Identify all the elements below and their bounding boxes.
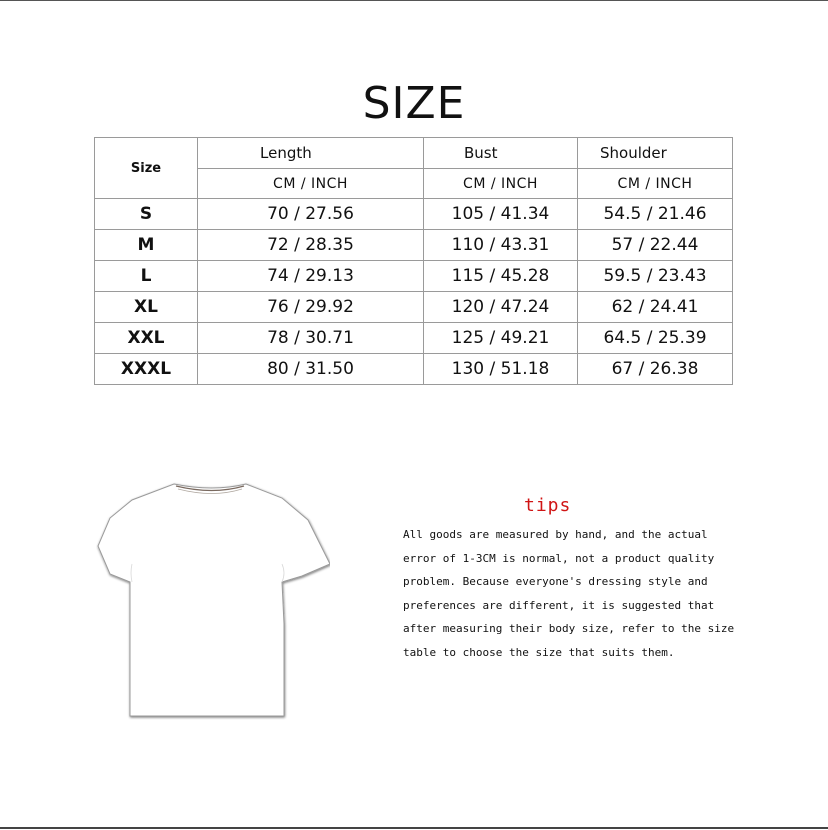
table-row [95, 199, 733, 230]
table-row [95, 261, 733, 292]
tshirt-icon [96, 478, 330, 720]
size-cell: XXL [95, 323, 198, 354]
shoulder-cell: 67 / 26.38 [578, 354, 733, 385]
table-row [95, 292, 733, 323]
length-cell: 74 / 29.13 [198, 261, 424, 292]
bottom-border-line [0, 827, 828, 829]
bust-cell: 125 / 49.21 [424, 323, 578, 354]
bust-unit: CM / INCH [424, 169, 578, 199]
tips-line: problem. Because everyone's dressing style and [403, 575, 708, 588]
table-header-row [95, 138, 733, 169]
bust-cell: 110 / 43.31 [424, 230, 578, 261]
shoulder-unit: CM / INCH [578, 169, 733, 199]
tips-line: preferences are different, it is suggested that [403, 598, 715, 612]
bust-cell: 120 / 47.24 [424, 292, 578, 323]
bust-cell: 115 / 45.28 [424, 261, 578, 292]
length-cell: 76 / 29.92 [198, 292, 424, 323]
bust-column-header: Bust [424, 138, 578, 169]
bust-cell: 105 / 41.34 [424, 199, 578, 230]
tips-line: after measuring their body size, refer to the size [403, 622, 735, 635]
bust-cell: 130 / 51.18 [424, 354, 578, 385]
size-cell: M [95, 230, 198, 261]
shoulder-cell: 57 / 22.44 [578, 230, 733, 261]
table-row [95, 354, 733, 385]
length-cell: 72 / 28.35 [198, 230, 424, 261]
shoulder-cell: 59.5 / 23.43 [578, 261, 733, 292]
table-row [95, 230, 733, 261]
size-cell: XL [95, 292, 198, 323]
length-cell: 78 / 30.71 [198, 323, 424, 354]
size-chart-table [94, 137, 733, 385]
shoulder-cell: 64.5 / 25.39 [578, 323, 733, 354]
top-border-line [0, 0, 828, 1]
page-title: SIZE [362, 78, 466, 129]
tips-line: All goods are measured by hand, and the actual [403, 528, 708, 541]
tips-line: table to choose the size that suits them. [403, 645, 675, 659]
size-column-header: Size [95, 138, 198, 199]
tips-text-block [403, 523, 748, 664]
shoulder-column-header: Shoulder [578, 138, 733, 169]
table-row [95, 323, 733, 354]
length-column-header: Length [198, 138, 424, 169]
shoulder-cell: 62 / 24.41 [578, 292, 733, 323]
shoulder-cell: 54.5 / 21.46 [578, 199, 733, 230]
size-cell: L [95, 261, 198, 292]
length-cell: 80 / 31.50 [198, 354, 424, 385]
tips-heading: tips [524, 495, 572, 516]
length-unit: CM / INCH [198, 169, 424, 199]
tips-line: error of 1-3CM is normal, not a product quality [403, 551, 715, 565]
length-cell: 70 / 27.56 [198, 199, 424, 230]
size-cell: S [95, 199, 198, 230]
size-cell: XXXL [95, 354, 198, 385]
